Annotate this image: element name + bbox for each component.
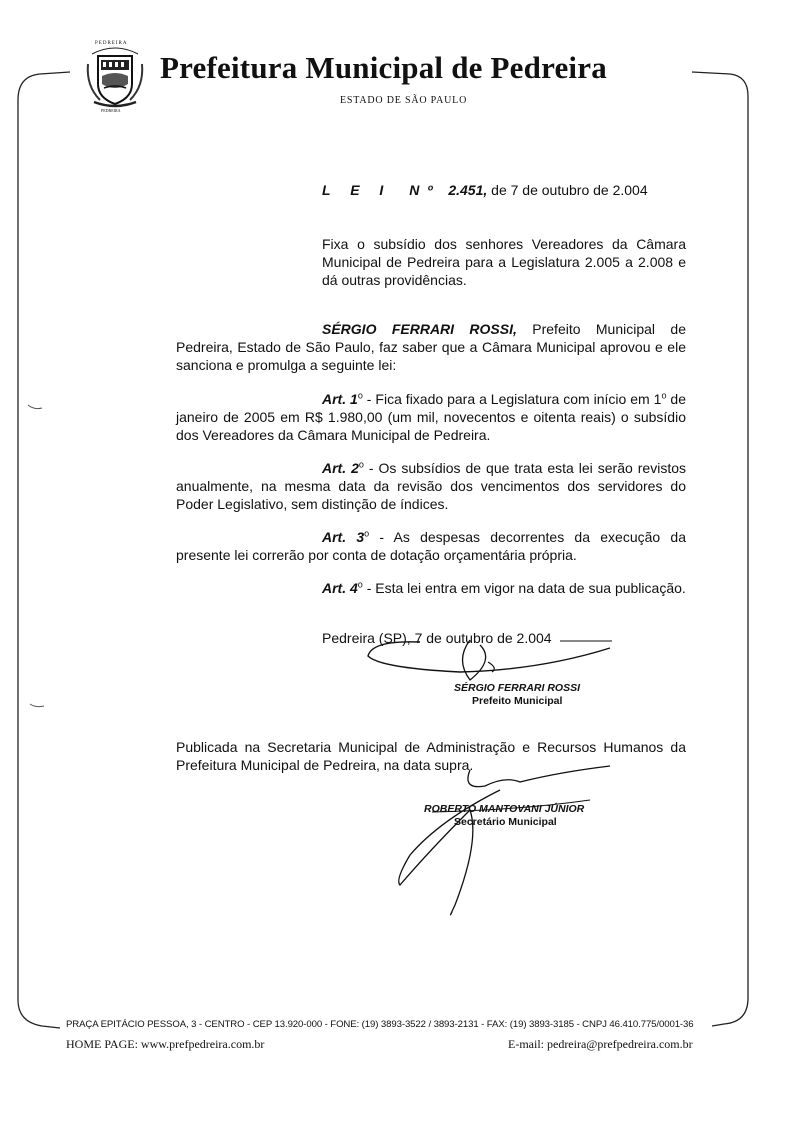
law-label: L E I	[322, 182, 392, 198]
seal-text-bottom: PEDREIRA	[101, 108, 121, 113]
footer-homepage: HOME PAGE: www.prefpedreira.com.br	[66, 1037, 265, 1051]
article-1-text: - Fica fixado para a Legislatura com início em 1	[362, 391, 662, 407]
page-title: Prefeitura Municipal de Pedreira	[160, 50, 607, 85]
article-3: Art. 3$^o$ - As despesas decorrentes da execução da presente lei correrão por conta de dotação orçamentária própria.	[176, 528, 686, 563]
law-number: 2.451,	[448, 182, 488, 198]
footer-email: E-mail: pedreira@prefpedreira.com.br	[508, 1037, 693, 1051]
law-summary: Fixa o subsídio dos senhores Vereadores da Câmara Municipal de Pedreira para a Legislatura 2.005 a 2.008 e dá outras providências.	[322, 236, 686, 288]
article-2: Art. 2$^o$ - Os subsídios de que trata esta lei serão revistos anualmente, na mesma data da revisão dos vencimentos dos servidores do Poder Legislativo, sem distinção de índices.	[176, 459, 686, 512]
law-heading	[322, 182, 648, 198]
secretary-signature-name: ROBERTO MANTOVANI JÚNIOR	[424, 803, 585, 815]
footer-address: PRAÇA EPITÁCIO PESSOA, 3 - CENTRO - CEP 13.920-000 - FONE: (19) 3893-3522 / 3893-2131 - FAX: (19) 3893-3185 - CNPJ 46.410.775/0001-36	[66, 1019, 694, 1030]
mayor-name: SÉRGIO FERRARI ROSSI,	[322, 321, 517, 337]
article-1: Art. 1$^o$ - Fica fixado para a Legislatura com início em 1$^o$ de janeiro de 2005 em R$ 1.980,00 (um mil, novecentos e oitenta reais) o subsídio dos Vereadores da Câmara Municipal de Pedreira.	[176, 390, 686, 443]
law-date: de 7 de outubro de 2.004	[491, 182, 648, 198]
preamble-text: Prefeito Municipal de Pedreira, Estado de São Paulo, faz saber que a Câmara Municipal aprovou e ele sanciona e promulga a seguinte lei:	[176, 321, 686, 373]
article-4-label: Art. 4	[322, 580, 358, 596]
article-3-label: Art. 3	[322, 529, 365, 545]
article-2-text: - Os subsídios de que trata esta lei serão revistos anualmente, na mesma data da revisão dos vencimentos dos servidores do Poder Legislativo, sem distinção de índices.	[176, 460, 686, 512]
article-4: Art. 4$^o$ - Esta lei entra em vigor na data de sua publicação.	[322, 579, 686, 596]
mayor-signature-role: Prefeito Municipal	[472, 695, 563, 707]
page-subtitle: ESTADO DE SÃO PAULO	[340, 95, 468, 106]
article-1-label: Art. 1	[322, 391, 358, 407]
article-2-label: Art. 2	[322, 460, 359, 476]
city-date: Pedreira (SP), 7 de outubro de 2.004	[322, 630, 552, 646]
article-3-text: - As despesas decorrentes da execução da presente lei correrão por conta de dotação orçamentária própria.	[176, 529, 686, 563]
secretary-signature-role: Secretário Municipal	[454, 816, 557, 828]
publication-note: Publicada na Secretaria Municipal de Administração e Recursos Humanos da Prefeitura Municipal de Pedreira, na data supra.	[176, 739, 686, 773]
seal-text-top: PEDREIRA	[95, 41, 128, 46]
law-number-label: Nº	[409, 182, 441, 198]
preamble	[176, 320, 686, 374]
article-1-text-cont: de janeiro de 2005 em R$ 1.980,00 (um mil, novecentos e oitenta reais) o subsídio dos Vereadores da Câmara Municipal de Pedreira.	[176, 391, 686, 443]
article-4-text: - Esta lei entra em vigor na data de sua publicação.	[362, 580, 686, 596]
municipal-coat-of-arms-icon	[84, 40, 146, 114]
mayor-signature-name: SÉRGIO FERRARI ROSSI	[454, 682, 581, 694]
